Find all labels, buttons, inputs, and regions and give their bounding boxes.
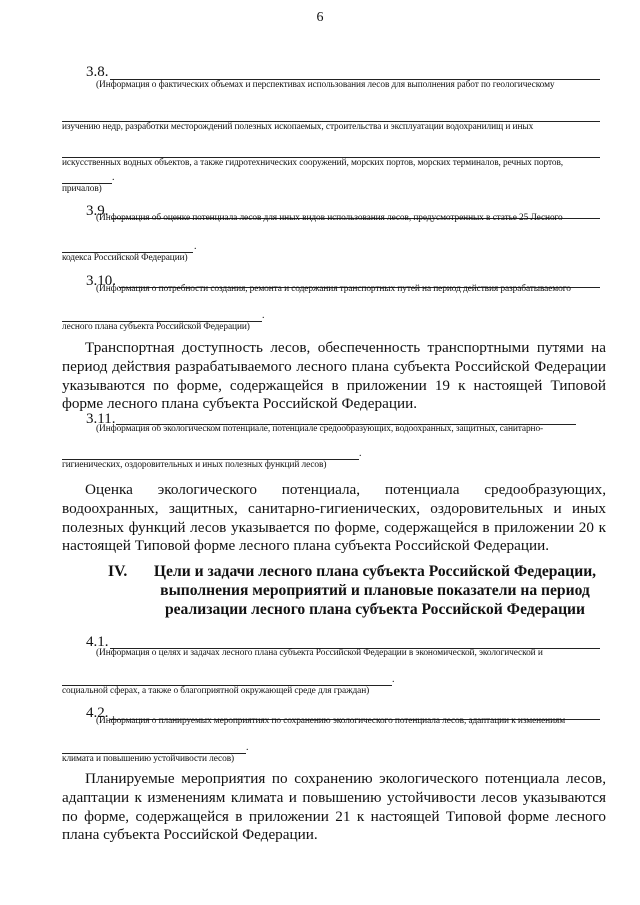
item-3-11-number: 3.11. (86, 411, 116, 427)
paragraph-transport-accessibility: Транспортная доступность лесов, обеспеченность транспортными путями на период действия разрабатываемого лесного плана субъекта Российской Федерации указываются по форме, содержащейся в приложении 19 к настоящей Типовой форме лесного плана субъекта Российской Федерации. (62, 339, 606, 413)
item-3-8-hint-2: изучению недр, разработки месторождений полезных ископаемых, строительства и эксплуатации водохранилищ и иных (62, 122, 534, 132)
item-3-10-number: 3.10. (86, 273, 116, 289)
section-iv-title (140, 563, 610, 619)
paragraph-ecological-potential: Оценка экологического потенциала, потенциала средообразующих, водоохранных, защитных, санитарно-гигиенических, оздоровительных и иных полезных функций лесов указывается по форме, содержащейся в приложении 20 к настоящей Типовой форме лесного плана субъекта Российской Федерации. (62, 481, 606, 555)
terminal-dot: . (112, 172, 115, 183)
page-number: 6 (316, 10, 324, 25)
paragraph-planned-measures: Планируемые мероприятия по сохранению экологического потенциала лесов, адаптации к изменениям климата и повышению устойчивости лесов указываются по форме, содержащейся в приложении 21 к настоящей Типовой форме лесного плана субъекта Российской Федерации. (62, 770, 606, 844)
item-4-2-hint-1: (Информация о планируемых мероприятиях по сохранению экологического потенциала лесов, адаптации к изменениям (96, 716, 566, 726)
item-4-2-hint-2: климата и повышению устойчивости лесов) (62, 754, 235, 764)
terminal-dot: . (392, 674, 395, 685)
item-4-1-hint-1: (Информация о целях и задачах лесного плана субъекта Российской Федерации в экономической, экологической и (96, 648, 543, 658)
terminal-dot: . (262, 310, 265, 321)
section-iv-title-line-1: Цели и задачи лесного плана субъекта Российской Федерации, (153, 563, 597, 580)
item-3-8-hint-4: причалов) (62, 184, 102, 194)
item-3-9-number: 3.9. (86, 203, 109, 219)
item-4-1-hint-2: социальной сферах, а также о благоприятной окружающей среде для граждан) (62, 686, 370, 696)
item-3-11-hint-2: гигиенических, оздоровительных и иных полезных функций лесов) (62, 460, 327, 470)
item-3-10-hint-2: лесного плана субъекта Российской Федерации) (62, 322, 250, 332)
item-3-8-hint-1: (Информация о фактических объемах и перспективах использования лесов для выполнения работ по геологическому (96, 80, 555, 90)
item-3-10-hint-1: (Информация о потребности создания, ремонта и содержания транспортных путей на период действия разрабатываемого (96, 284, 571, 294)
item-3-9-hint-1: (Информация об оценке потенциала лесов для иных видов использования лесов, предусмотренных в статье 25 Лесного (96, 213, 563, 223)
terminal-dot: . (359, 448, 362, 459)
section-iv-number: IV. (108, 563, 128, 580)
item-4-1-number: 4.1. (86, 634, 109, 650)
item-4-2-number: 4.2. (86, 705, 109, 721)
item-3-8-number: 3.8. (86, 64, 109, 80)
section-iv-title-line-3: реализации лесного плана субъекта Российской Федерации (164, 600, 586, 618)
item-3-8-hint-3: искусственных водных объектов, а также гидротехнических сооружений, морских портов, морских терминалов, речных портов, (62, 158, 564, 168)
section-iv-title-line-2: выполнения мероприятий и плановые показатели на период (160, 581, 590, 599)
terminal-dot: . (194, 241, 197, 252)
item-3-11-hint-1: (Информация об экологическом потенциале, потенциале средообразующих, водоохранных, защитных, санитарно- (96, 424, 544, 434)
item-3-9-hint-2: кодекса Российской Федерации) (62, 253, 188, 263)
terminal-dot: . (246, 742, 249, 753)
